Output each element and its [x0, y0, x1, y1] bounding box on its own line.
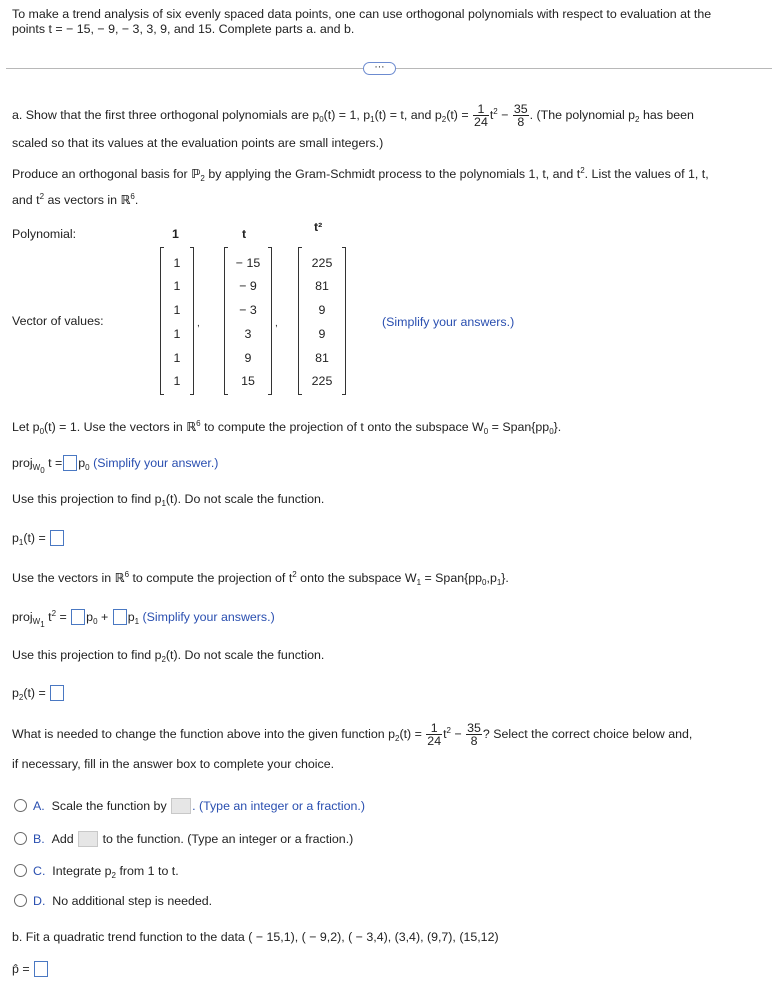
gram-schmidt-line-2: and $t^2$ as vectors in ℝ$^6$. [12, 192, 139, 207]
let-p0-line: Let $p_0(t) = 1$. Use the vectors in ℝ$^6$ to compute the projection of t onto the subspace $W_0$ = $Span\{pp_0\}$. [12, 419, 562, 436]
scale-factor-input[interactable] [171, 798, 191, 814]
phat-answer-input[interactable] [34, 961, 48, 977]
polynomial-label: Polynomial: [12, 227, 77, 241]
radio-a[interactable] [14, 799, 27, 812]
vector-t-entry: − 9 [239, 279, 257, 293]
vector-one-entry: 1 [173, 351, 181, 365]
radio-d[interactable] [14, 894, 27, 907]
vector-t2-entry: 9 [318, 303, 326, 317]
radio-c[interactable] [14, 864, 27, 877]
choice-a[interactable]: A. Scale the function by . (Type an integer or a fraction.) [14, 798, 365, 814]
comma: , [275, 318, 278, 329]
vector-t2-entry: 9 [318, 327, 326, 341]
choice-d[interactable]: D. No additional step is needed. [14, 894, 212, 908]
vector-one-entry: 1 [173, 256, 181, 270]
vector-t-entry: 3 [244, 327, 252, 341]
fraction-1-24: $\frac{1}{24}$ [474, 102, 488, 129]
vector-t-entry: − 3 [239, 303, 257, 317]
use-proj-p1-line: Use this projection to find $p_1(t)$. Do not scale the function. [12, 492, 325, 508]
scaled-line: scaled so that its values at the evaluation points are small integers.) [12, 136, 384, 150]
use-vectors-w1-line: Use the vectors in ℝ$^6$ to compute the projection of $t^2$ onto the subspace $W_1$ = $Span\{pp_0,p_1\}$. [12, 570, 509, 587]
proj-w0-coefficient-input[interactable] [63, 455, 77, 471]
vector-t2 [298, 247, 346, 395]
if-necessary-line: if necessary, fill in the answer box to complete your choice. [12, 757, 335, 771]
intro-line-1: To make a trend analysis of six evenly spaced data points, one can use orthogonal polynomials with respect to evaluation at the [12, 7, 712, 21]
proj-w0-row: proj$_{W_0}$ $t = p_0$ (Simplify your answer.) [12, 456, 219, 475]
p2-answer-input[interactable] [50, 685, 64, 701]
phat-row: p̂ = [12, 961, 49, 977]
choice-c[interactable]: C. Integrate $p_2$ from 1 to t. [14, 864, 179, 878]
vector-t2-entry: 81 [315, 351, 329, 365]
vector-t2-entry: 225 [311, 256, 333, 270]
use-proj-p2-line: Use this projection to find $p_2(t)$. Do not scale the function. [12, 648, 325, 664]
part-b-text: b. Fit a quadratic trend function to the data ( − 15,1), ( − 9,2), ( − 3,4), (3,4), (9,7), (15,12) [12, 930, 499, 944]
vector-label: Vector of values: [12, 314, 104, 328]
col-head-1: 1 [172, 227, 179, 241]
col-head-t: t [242, 227, 247, 241]
vector-t-entry: − 15 [235, 256, 261, 270]
col-head-t2: t² [314, 220, 323, 234]
what-needed-line: What is needed to change the function above into the given function $p_2(t)$ = $\frac{1}{24}$ $t^2$ − $\frac{35}{8}$ ? Select the correct choice below and, [12, 721, 693, 748]
vector-one-entry: 1 [173, 279, 181, 293]
p1-row: $p_1(t)$ = [12, 530, 65, 546]
vector-one-entry: 1 [173, 327, 181, 341]
proj-w1-p1-coefficient-input[interactable] [113, 609, 127, 625]
comma: , [197, 318, 200, 329]
vector-one-entry: 1 [173, 303, 181, 317]
intro-line-2: points t = − 15, − 9, − 3, 3, 9, and 15. Complete parts a. and b. [12, 22, 355, 36]
proj-w1-p0-coefficient-input[interactable] [71, 609, 85, 625]
add-value-input[interactable] [78, 831, 98, 847]
vector-t2-entry: 81 [315, 279, 329, 293]
p1-answer-input[interactable] [50, 530, 64, 546]
more-button[interactable]: ⋯ [363, 62, 396, 75]
vector-t-entry: 9 [244, 351, 252, 365]
vector-t [224, 247, 272, 395]
fraction-35-8: $\frac{35}{8}$ [513, 102, 528, 129]
proj-w1-row: proj$_{W_1}$ $t^2 = p_0 + p_1$ (Simplify your answers.) [12, 609, 275, 629]
vector-one [160, 247, 194, 395]
simplify-answers-note: (Simplify your answers.) [382, 315, 515, 329]
radio-b[interactable] [14, 832, 27, 845]
vector-t2-entry: 225 [311, 374, 333, 388]
p2-row: $p_2(t)$ = [12, 685, 65, 701]
vector-one-entry: 1 [173, 374, 181, 388]
gram-schmidt-line-1: Produce an orthogonal basis for ℙ$_2$ by applying the Gram-Schmidt process to the polynomials 1, t, and $t^2$. List the values of 1, t, [12, 166, 709, 183]
vector-t-entry: 15 [241, 374, 255, 388]
part-a-statement: a. Show that the first three orthogonal polynomials are $p_0(t) = 1$, $p_1(t) = t$, and $p_2(t)$ = $\frac{1}{24}$ $t^2$ − $\frac{35}{8}$ . (The polynomial $p_2$ has been [12, 102, 694, 129]
choice-b[interactable]: B. Add to the function. (Type an integer or a fraction.) [14, 831, 353, 847]
